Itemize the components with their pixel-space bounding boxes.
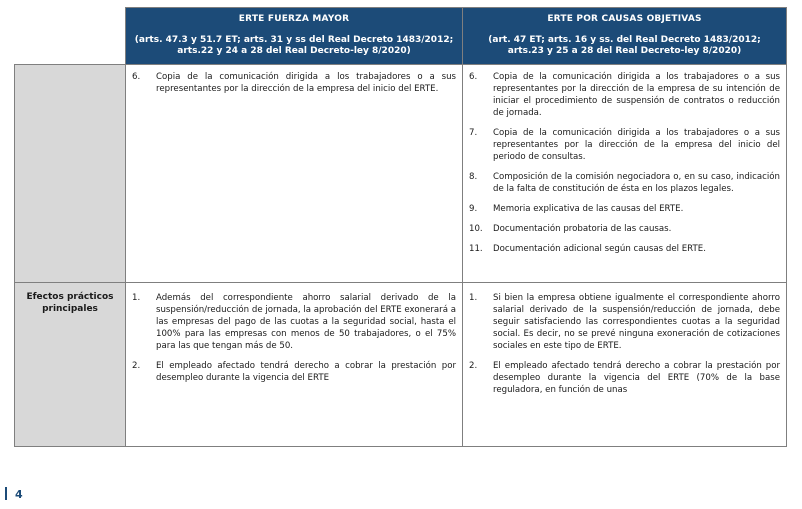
header-right-title: ERTE POR CAUSAS OBJETIVAS [547, 14, 702, 24]
list-item-text: Copia de la comunicación dirigida a los trabajadores o a sus representantes por la dirección de la empresa del inicio del ERTE. [156, 71, 456, 94]
header-empty-cell [15, 8, 126, 65]
list-item-text: Documentación adicional según causas del ERTE. [493, 243, 706, 254]
list-item [463, 203, 786, 215]
row-efectos [15, 282, 787, 446]
cell-efectos-causas-objetivas [463, 282, 787, 446]
cell-efectos-fuerza-mayor [126, 282, 463, 446]
list-item-number: 1. [469, 292, 478, 303]
cell-documentacion-fuerza-mayor [126, 64, 463, 282]
list-item-text: El empleado afectado tendrá derecho a cobrar la prestación por desempleo durante la vigencia del ERTE (70% de la base reguladora, en función de unas [493, 360, 780, 395]
list-item [463, 127, 786, 163]
row-documentacion [15, 64, 787, 282]
list-item-number: 8. [469, 171, 478, 182]
list-item [126, 292, 462, 352]
list-item-text: Copia de la comunicación dirigida a los trabajadores o a sus representantes por la dirección de la empresa del inicio del periodo de consultas. [493, 127, 780, 162]
list-item [463, 360, 786, 396]
list-item-number: 6. [132, 71, 141, 82]
page-number: 4 [15, 488, 23, 501]
list-item [463, 223, 786, 235]
list-item [463, 243, 786, 255]
list-item-text: Memoria explicativa de las causas del ERTE. [493, 203, 684, 214]
list-item-text: Además del correspondiente ahorro salarial derivado de la suspensión/reducción de jornada, la aprobación del ERTE exonerará a las empresas del pago de las cuotas a la seguridad social, hasta el 100% para las empresas con menos de 50 trabajadores, o el 75% para las que tengan más de 50. [156, 292, 456, 351]
list-item-number: 10. [469, 223, 483, 234]
list-item [463, 292, 786, 352]
list-efectos-right [463, 292, 786, 396]
list-item-text: Si bien la empresa obtiene igualmente el correspondiente ahorro salarial derivado de la suspensión/reducción de jornada, debe seguir satisfaciendo las correspondientes cuotas a la seguridad social. Es decir, no se prevé ninguna exoneración de cotizaciones sociales en este tipo de ERTE. [493, 292, 780, 351]
header-row [15, 8, 787, 65]
list-item-number: 7. [469, 127, 478, 138]
list-documentacion-right [463, 71, 786, 255]
header-left-title: ERTE FUERZA MAYOR [238, 14, 350, 24]
list-documentacion-left [126, 71, 462, 95]
cell-documentacion-causas-objetivas [463, 64, 787, 282]
header-right-subtitle: (art. 47 ET; arts. 16 y ss. del Real Decreto 1483/2012; arts.23 y 25 a 28 del Real Decreto-ley 8/2020) [488, 34, 761, 56]
header-erte-fuerza-mayor [126, 8, 463, 65]
list-item-number: 9. [469, 203, 478, 214]
list-item-number: 2. [132, 360, 141, 371]
page-footer [5, 487, 23, 501]
row-label-documentacion [15, 64, 126, 282]
list-item [463, 171, 786, 195]
list-item-number: 6. [469, 71, 478, 82]
comparison-table [14, 7, 787, 447]
header-erte-causas-objetivas [463, 8, 787, 65]
list-item-text: El empleado afectado tendrá derecho a cobrar la prestación por desempleo durante la vigencia del ERTE [156, 360, 456, 383]
list-item [126, 71, 462, 95]
footer-bar [5, 487, 7, 500]
list-item [463, 71, 786, 119]
list-efectos-left [126, 292, 462, 384]
list-item-number: 1. [132, 292, 141, 303]
list-item-text: Composición de la comisión negociadora o, en su caso, indicación de la falta de constitución de ésta en los plazos legales. [493, 171, 780, 194]
header-left-subtitle: (arts. 47.3 y 51.7 ET; arts. 31 y ss del Real Decreto 1483/2012; arts.22 y 24 a 28 del Real Decreto-ley 8/2020) [134, 34, 454, 56]
row-label-efectos: Efectos prácticos principales [15, 282, 126, 446]
list-item [126, 360, 462, 384]
list-item-number: 2. [469, 360, 478, 371]
list-item-text: Documentación probatoria de las causas. [493, 223, 672, 234]
list-item-text: Copia de la comunicación dirigida a los trabajadores o a sus representantes por la dirección de la empresa de su intención de iniciar el procedimiento de suspensión de contratos o reducción de jornada. [493, 71, 780, 118]
list-item-number: 11. [469, 243, 483, 254]
